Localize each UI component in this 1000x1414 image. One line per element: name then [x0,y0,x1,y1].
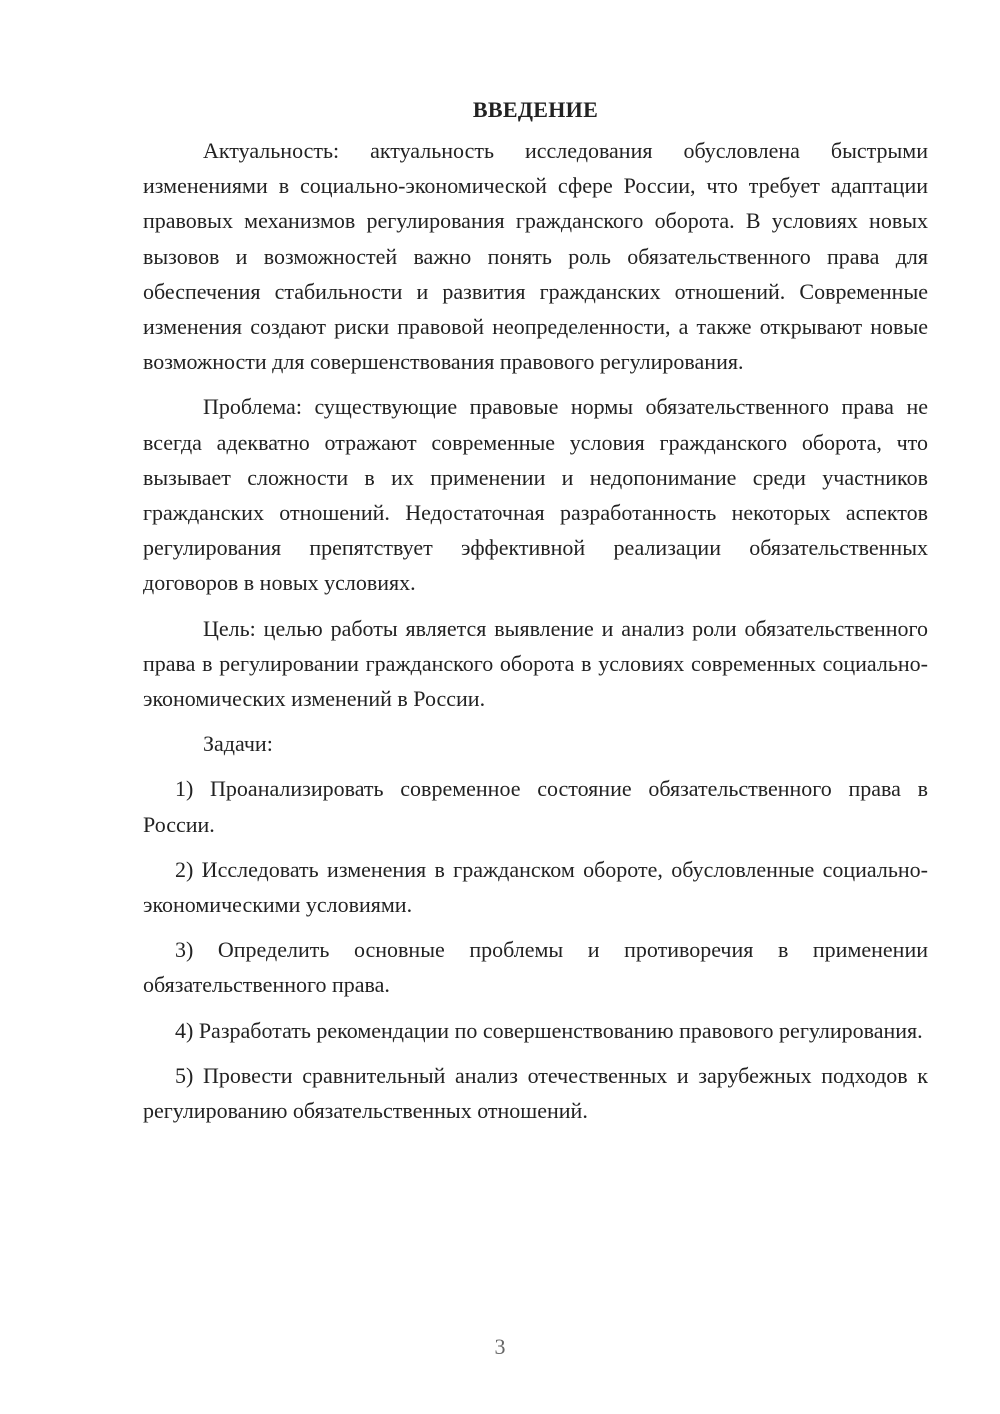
task-item-5: 5) Провести сравнительный анализ отечественных и зарубежных подходов к регулированию обязательственных отношений. [143,1062,928,1124]
task-item-1: 1) Проанализировать современное состояние обязательственного права в России. [143,776,928,837]
tasks-heading: Задачи: [203,731,273,757]
task-item-2: 2) Исследовать изменения в гражданском обороте, обусловленные социально-экономическими условиями. [143,856,928,918]
page-title: ВВЕДЕНИЕ [472,97,599,122]
task-item-3: 3) Определить основные проблемы и противоречия в применении обязательственного права. [143,937,928,998]
paragraph-problem: Проблема: существующие правовые нормы обязательственного права не всегда адекватно отражают современные условия гражданского оборота, что вызывает сложности в их применении и недопонимание среди участников гражданских отношений. Недостаточная разработанность некоторых аспектов регулирования препятствует эффективной реализации обязательственных договоров в новых условиях. [143,394,928,596]
task-item-4: 4) Разработать рекомендации по совершенствованию правового регулирования. [175,1017,923,1043]
paragraph-goal: Цель: целью работы является выявление и анализ роли обязательственного права в регулировании гражданского оборота в условиях современных социально-экономических изменений в России. [143,615,928,712]
paragraph-relevance: Актуальность: актуальность исследования обусловлена быстрыми изменениями в социально-экономической сфере России, что требует адаптации правовых механизмов регулирования гражданского оборота. В условиях новых вызовов и возможностей важно понять роль обязательственного права для обеспечения стабильности и развития гражданских отношений. Современные изменения создают риски правовой неопределенности, а также открывают новые возможности для совершенствования правового регулирования. [143,138,928,375]
page-number: 3 [494,1334,506,1359]
document-page [143,92,928,1138]
